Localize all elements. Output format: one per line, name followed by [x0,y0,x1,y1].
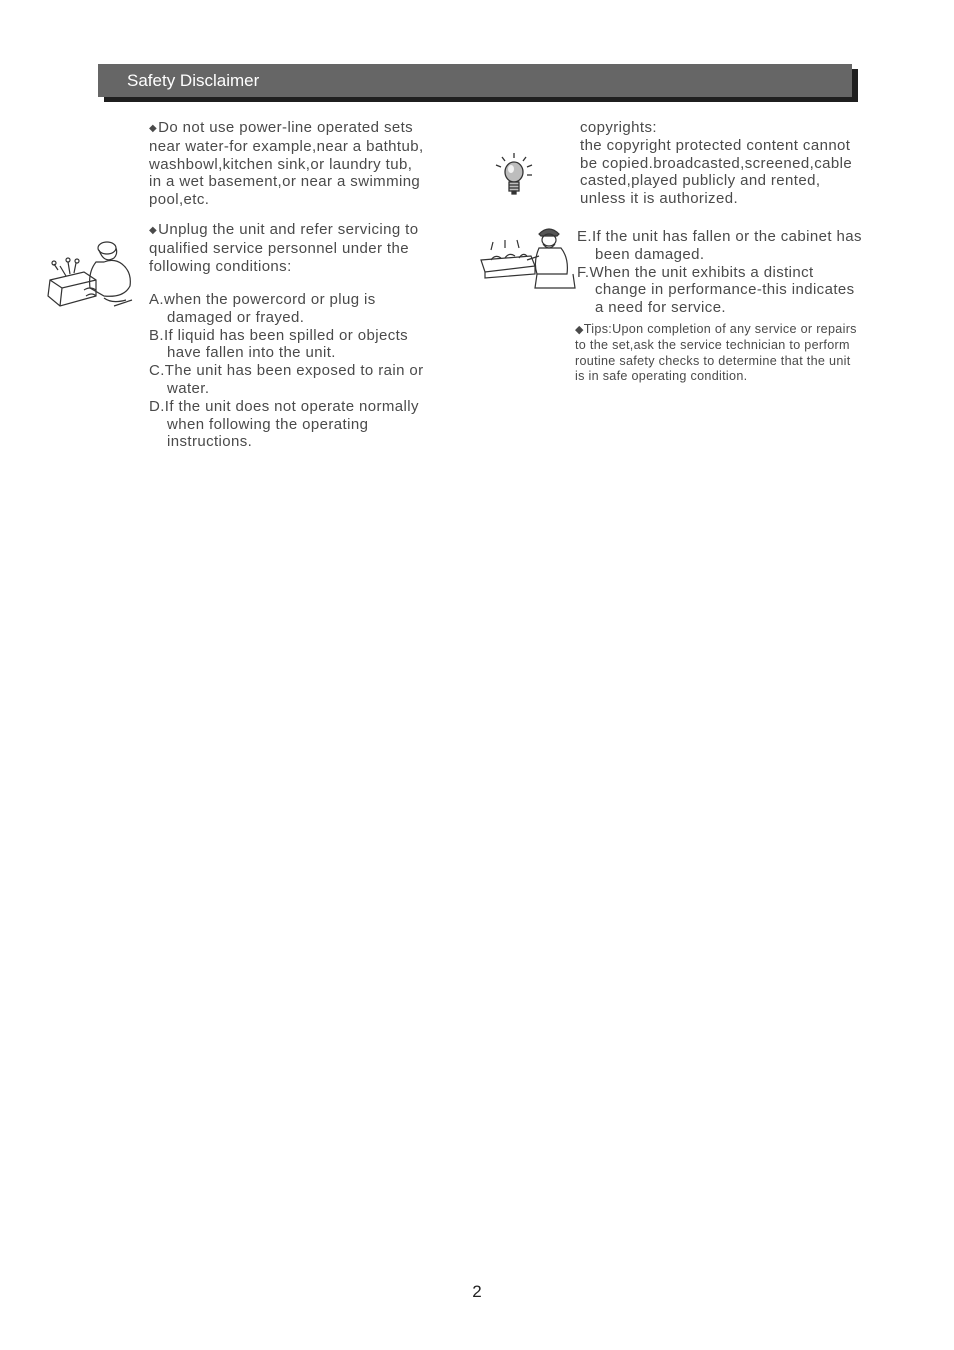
tips-line: is in safe operating condition. [575,368,748,383]
water-warning-line: in a wet basement,or near a swimming [149,173,421,191]
condition-f-cont: a need for service. [595,299,726,317]
unplug-intro [149,221,418,275]
condition-d: D.If the unit does not operate normally [149,397,419,415]
condition-f-cont: change in performance-this indicates [595,281,855,299]
technician-kneeling-illustration [479,222,577,290]
copyright-line: be copied.broadcasted,screened,cable [580,154,853,172]
water-warning-line: washbowl,kitchen sink,or laundry tub, [149,155,413,173]
copyright-line: unless it is authorized. [580,190,739,208]
condition-f: F.When the unit exhibits a distinct [577,263,814,281]
diamond-icon: ◆ [149,225,158,236]
page-number: 2 [472,1282,482,1301]
water-warning-line: near water-for example,near a bathtub, [149,137,424,155]
condition-d-cont: instructions. [167,433,253,451]
copyright-notice [580,119,852,208]
section-title: Safety Disclaimer [127,71,260,90]
diamond-icon: ◆ [575,324,584,336]
unplug-intro-line: ◆Unplug the unit and refer servicing to [149,221,419,238]
copyright-line: casted,played publicly and rented, [580,172,821,190]
tips-note [575,322,857,384]
water-warning-line: ◆Do not use power-line operated sets [149,119,414,136]
unplug-intro-line: qualified service personnel under the [149,239,409,257]
condition-c-cont: water. [167,379,210,397]
tips-line: ◆Tips:Upon completion of any service or repairs [575,322,857,336]
condition-c: C.The unit has been exposed to rain or [149,362,424,380]
unplug-intro-line: following conditions: [149,257,292,275]
lightbulb-icon [494,151,536,199]
repair-technician-illustration [44,236,136,316]
water-warning-line: pool,etc. [149,191,210,209]
condition-b: B.If liquid has been spilled or objects [149,326,409,344]
condition-e-cont: been damaged. [595,245,705,263]
conditions-list-left [149,291,424,451]
tips-line: to the set,ask the service technician to perform [575,338,850,353]
condition-e: E.If the unit has fallen or the cabinet has [577,228,862,245]
water-warning [149,119,424,209]
condition-d-cont: when following the operating [167,415,369,433]
section-header [98,64,852,97]
copyright-line: copyrights: [580,119,657,136]
condition-a-cont: damaged or frayed. [167,308,305,326]
condition-a: A.when the powercord or plug is [149,291,376,308]
tips-line: routine safety checks to determine that the unit [575,353,851,368]
condition-b-cont: have fallen into the unit. [167,344,336,362]
conditions-list-right [577,228,862,317]
copyright-line: the copyright protected content cannot [580,136,851,154]
diamond-icon: ◆ [149,123,158,134]
